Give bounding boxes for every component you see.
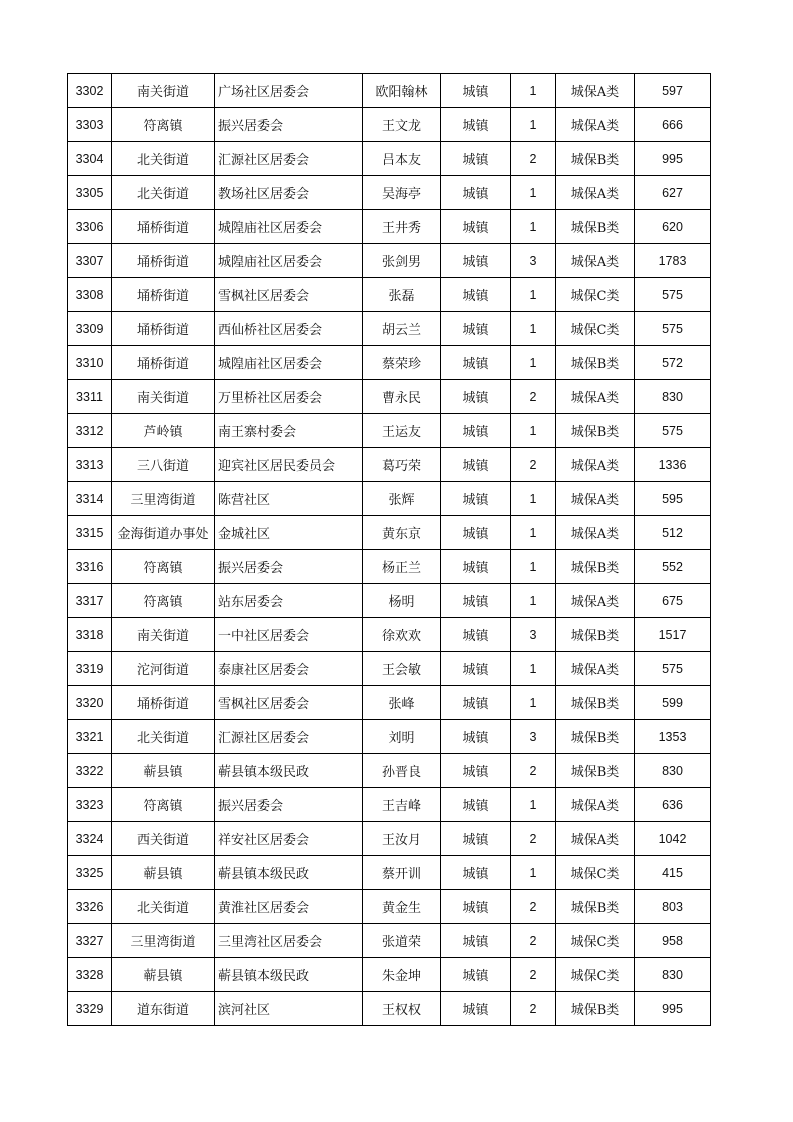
cell-name: 曹永民 — [363, 380, 441, 414]
cell-person-count: 1 — [511, 856, 556, 890]
cell-community: 振兴居委会 — [215, 788, 363, 822]
table-row — [68, 210, 711, 244]
cell-street: 南关街道 — [112, 618, 215, 652]
table-row — [68, 74, 711, 108]
cell-amount: 1042 — [635, 822, 711, 856]
cell-community: 城隍庙社区居委会 — [215, 210, 363, 244]
cell-amount: 636 — [635, 788, 711, 822]
cell-amount: 830 — [635, 958, 711, 992]
cell-street: 北关街道 — [112, 720, 215, 754]
cell-amount: 599 — [635, 686, 711, 720]
cell-category: 城保C类 — [556, 856, 635, 890]
cell-community: 雪枫社区居委会 — [215, 278, 363, 312]
cell-street: 北关街道 — [112, 890, 215, 924]
cell-household-type: 城镇 — [441, 380, 511, 414]
cell-person-count: 1 — [511, 516, 556, 550]
cell-amount: 1783 — [635, 244, 711, 278]
records-table — [67, 73, 711, 1026]
cell-id: 3313 — [68, 448, 112, 482]
cell-id: 3306 — [68, 210, 112, 244]
cell-name: 杨正兰 — [363, 550, 441, 584]
cell-person-count: 1 — [511, 210, 556, 244]
cell-community: 城隍庙社区居委会 — [215, 244, 363, 278]
cell-category: 城保C类 — [556, 278, 635, 312]
table-row — [68, 584, 711, 618]
cell-id: 3328 — [68, 958, 112, 992]
cell-amount: 595 — [635, 482, 711, 516]
cell-id: 3321 — [68, 720, 112, 754]
cell-category: 城保B类 — [556, 550, 635, 584]
cell-category: 城保A类 — [556, 822, 635, 856]
cell-street: 金海街道办事处 — [112, 516, 215, 550]
cell-name: 张道荣 — [363, 924, 441, 958]
cell-person-count: 3 — [511, 720, 556, 754]
cell-street: 埇桥街道 — [112, 312, 215, 346]
table-row — [68, 618, 711, 652]
cell-household-type: 城镇 — [441, 788, 511, 822]
cell-name: 王井秀 — [363, 210, 441, 244]
cell-street: 三里湾街道 — [112, 482, 215, 516]
cell-id: 3308 — [68, 278, 112, 312]
cell-person-count: 1 — [511, 346, 556, 380]
table-row — [68, 380, 711, 414]
cell-amount: 415 — [635, 856, 711, 890]
cell-name: 张磊 — [363, 278, 441, 312]
cell-household-type: 城镇 — [441, 992, 511, 1026]
cell-household-type: 城镇 — [441, 754, 511, 788]
cell-category: 城保A类 — [556, 788, 635, 822]
cell-amount: 1336 — [635, 448, 711, 482]
cell-street: 三里湾街道 — [112, 924, 215, 958]
cell-id: 3315 — [68, 516, 112, 550]
cell-street: 蕲县镇 — [112, 856, 215, 890]
cell-name: 孙晋良 — [363, 754, 441, 788]
cell-household-type: 城镇 — [441, 720, 511, 754]
cell-category: 城保A类 — [556, 176, 635, 210]
cell-category: 城保B类 — [556, 210, 635, 244]
cell-id: 3304 — [68, 142, 112, 176]
cell-street: 埇桥街道 — [112, 278, 215, 312]
cell-community: 祥安社区居委会 — [215, 822, 363, 856]
cell-name: 王运友 — [363, 414, 441, 448]
cell-person-count: 1 — [511, 550, 556, 584]
cell-id: 3307 — [68, 244, 112, 278]
cell-street: 沱河街道 — [112, 652, 215, 686]
cell-person-count: 2 — [511, 380, 556, 414]
cell-community: 金城社区 — [215, 516, 363, 550]
cell-category: 城保B类 — [556, 754, 635, 788]
cell-community: 万里桥社区居委会 — [215, 380, 363, 414]
cell-id: 3326 — [68, 890, 112, 924]
table-row — [68, 414, 711, 448]
cell-name: 欧阳翰林 — [363, 74, 441, 108]
cell-community: 迎宾社区居民委员会 — [215, 448, 363, 482]
cell-amount: 1353 — [635, 720, 711, 754]
cell-street: 符离镇 — [112, 550, 215, 584]
cell-household-type: 城镇 — [441, 584, 511, 618]
cell-amount: 627 — [635, 176, 711, 210]
cell-street: 埇桥街道 — [112, 346, 215, 380]
table-row — [68, 958, 711, 992]
cell-amount: 675 — [635, 584, 711, 618]
cell-person-count: 1 — [511, 788, 556, 822]
cell-id: 3324 — [68, 822, 112, 856]
cell-name: 葛巧荣 — [363, 448, 441, 482]
cell-street: 北关街道 — [112, 176, 215, 210]
cell-street: 西关街道 — [112, 822, 215, 856]
cell-community: 振兴居委会 — [215, 108, 363, 142]
table-row — [68, 720, 711, 754]
cell-person-count: 1 — [511, 584, 556, 618]
cell-household-type: 城镇 — [441, 516, 511, 550]
cell-household-type: 城镇 — [441, 448, 511, 482]
cell-community: 泰康社区居委会 — [215, 652, 363, 686]
table-row — [68, 686, 711, 720]
cell-community: 广场社区居委会 — [215, 74, 363, 108]
table-row — [68, 346, 711, 380]
cell-name: 胡云兰 — [363, 312, 441, 346]
cell-household-type: 城镇 — [441, 244, 511, 278]
cell-community: 黄淮社区居委会 — [215, 890, 363, 924]
cell-street: 符离镇 — [112, 584, 215, 618]
table-row — [68, 278, 711, 312]
cell-community: 雪枫社区居委会 — [215, 686, 363, 720]
cell-person-count: 1 — [511, 74, 556, 108]
cell-category: 城保A类 — [556, 108, 635, 142]
cell-street: 蕲县镇 — [112, 958, 215, 992]
cell-community: 陈营社区 — [215, 482, 363, 516]
cell-name: 王文龙 — [363, 108, 441, 142]
table-row — [68, 482, 711, 516]
cell-id: 3309 — [68, 312, 112, 346]
cell-id: 3319 — [68, 652, 112, 686]
cell-amount: 575 — [635, 652, 711, 686]
cell-amount: 620 — [635, 210, 711, 244]
cell-household-type: 城镇 — [441, 176, 511, 210]
cell-community: 蕲县镇本级民政 — [215, 754, 363, 788]
cell-category: 城保B类 — [556, 346, 635, 380]
cell-category: 城保A类 — [556, 516, 635, 550]
cell-category: 城保C类 — [556, 958, 635, 992]
cell-person-count: 1 — [511, 312, 556, 346]
cell-amount: 575 — [635, 278, 711, 312]
cell-amount: 958 — [635, 924, 711, 958]
cell-household-type: 城镇 — [441, 550, 511, 584]
cell-category: 城保B类 — [556, 890, 635, 924]
table-row — [68, 992, 711, 1026]
table-row — [68, 856, 711, 890]
cell-street: 三八街道 — [112, 448, 215, 482]
cell-category: 城保B类 — [556, 992, 635, 1026]
cell-household-type: 城镇 — [441, 482, 511, 516]
cell-person-count: 2 — [511, 924, 556, 958]
cell-household-type: 城镇 — [441, 346, 511, 380]
cell-household-type: 城镇 — [441, 312, 511, 346]
cell-name: 蔡荣珍 — [363, 346, 441, 380]
cell-amount: 803 — [635, 890, 711, 924]
cell-household-type: 城镇 — [441, 890, 511, 924]
cell-category: 城保A类 — [556, 584, 635, 618]
cell-amount: 830 — [635, 380, 711, 414]
cell-community: 南王寨村委会 — [215, 414, 363, 448]
cell-name: 王汝月 — [363, 822, 441, 856]
table-row — [68, 788, 711, 822]
cell-person-count: 2 — [511, 992, 556, 1026]
cell-household-type: 城镇 — [441, 74, 511, 108]
cell-category: 城保B类 — [556, 618, 635, 652]
cell-name: 蔡开训 — [363, 856, 441, 890]
cell-person-count: 1 — [511, 482, 556, 516]
cell-name: 王会敏 — [363, 652, 441, 686]
cell-name: 王权权 — [363, 992, 441, 1026]
cell-person-count: 1 — [511, 652, 556, 686]
cell-person-count: 1 — [511, 176, 556, 210]
cell-id: 3314 — [68, 482, 112, 516]
cell-name: 朱金坤 — [363, 958, 441, 992]
cell-household-type: 城镇 — [441, 856, 511, 890]
cell-id: 3317 — [68, 584, 112, 618]
cell-community: 汇源社区居委会 — [215, 142, 363, 176]
cell-id: 3327 — [68, 924, 112, 958]
cell-name: 黄东京 — [363, 516, 441, 550]
cell-person-count: 2 — [511, 958, 556, 992]
cell-amount: 830 — [635, 754, 711, 788]
cell-community: 站东居委会 — [215, 584, 363, 618]
cell-name: 刘明 — [363, 720, 441, 754]
table-row — [68, 822, 711, 856]
cell-household-type: 城镇 — [441, 414, 511, 448]
cell-id: 3322 — [68, 754, 112, 788]
cell-household-type: 城镇 — [441, 686, 511, 720]
cell-community: 西仙桥社区居委会 — [215, 312, 363, 346]
cell-community: 城隍庙社区居委会 — [215, 346, 363, 380]
cell-person-count: 2 — [511, 890, 556, 924]
cell-amount: 995 — [635, 142, 711, 176]
table-row — [68, 312, 711, 346]
cell-household-type: 城镇 — [441, 278, 511, 312]
cell-category: 城保A类 — [556, 244, 635, 278]
cell-person-count: 1 — [511, 108, 556, 142]
cell-household-type: 城镇 — [441, 958, 511, 992]
table-row — [68, 652, 711, 686]
cell-household-type: 城镇 — [441, 822, 511, 856]
cell-person-count: 2 — [511, 754, 556, 788]
cell-id: 3311 — [68, 380, 112, 414]
cell-name: 吕本友 — [363, 142, 441, 176]
cell-amount: 575 — [635, 312, 711, 346]
cell-person-count: 2 — [511, 448, 556, 482]
cell-community: 汇源社区居委会 — [215, 720, 363, 754]
cell-street: 南关街道 — [112, 74, 215, 108]
cell-name: 王吉峰 — [363, 788, 441, 822]
cell-id: 3318 — [68, 618, 112, 652]
table-row — [68, 754, 711, 788]
cell-street: 埇桥街道 — [112, 210, 215, 244]
cell-household-type: 城镇 — [441, 210, 511, 244]
table-row — [68, 244, 711, 278]
table-row — [68, 448, 711, 482]
cell-id: 3323 — [68, 788, 112, 822]
cell-community: 一中社区居委会 — [215, 618, 363, 652]
cell-category: 城保A类 — [556, 74, 635, 108]
cell-category: 城保C类 — [556, 312, 635, 346]
cell-person-count: 3 — [511, 618, 556, 652]
cell-id: 3302 — [68, 74, 112, 108]
cell-id: 3320 — [68, 686, 112, 720]
cell-category: 城保A类 — [556, 448, 635, 482]
table-row — [68, 924, 711, 958]
cell-name: 杨明 — [363, 584, 441, 618]
table-row — [68, 890, 711, 924]
cell-street: 埇桥街道 — [112, 244, 215, 278]
cell-community: 振兴居委会 — [215, 550, 363, 584]
cell-id: 3303 — [68, 108, 112, 142]
cell-community: 蕲县镇本级民政 — [215, 856, 363, 890]
cell-person-count: 2 — [511, 142, 556, 176]
cell-amount: 995 — [635, 992, 711, 1026]
cell-person-count: 2 — [511, 822, 556, 856]
cell-amount: 575 — [635, 414, 711, 448]
cell-household-type: 城镇 — [441, 652, 511, 686]
table-row — [68, 176, 711, 210]
table-row — [68, 550, 711, 584]
cell-amount: 597 — [635, 74, 711, 108]
cell-category: 城保A类 — [556, 482, 635, 516]
cell-street: 蕲县镇 — [112, 754, 215, 788]
cell-household-type: 城镇 — [441, 108, 511, 142]
cell-id: 3305 — [68, 176, 112, 210]
cell-street: 符离镇 — [112, 108, 215, 142]
cell-category: 城保A类 — [556, 380, 635, 414]
cell-street: 道东街道 — [112, 992, 215, 1026]
cell-name: 吴海亭 — [363, 176, 441, 210]
cell-person-count: 1 — [511, 686, 556, 720]
cell-amount: 666 — [635, 108, 711, 142]
cell-person-count: 1 — [511, 278, 556, 312]
cell-community: 滨河社区 — [215, 992, 363, 1026]
cell-category: 城保A类 — [556, 652, 635, 686]
cell-street: 北关街道 — [112, 142, 215, 176]
cell-id: 3325 — [68, 856, 112, 890]
cell-street: 芦岭镇 — [112, 414, 215, 448]
cell-household-type: 城镇 — [441, 142, 511, 176]
cell-id: 3310 — [68, 346, 112, 380]
cell-street: 南关街道 — [112, 380, 215, 414]
cell-name: 张辉 — [363, 482, 441, 516]
cell-street: 符离镇 — [112, 788, 215, 822]
cell-name: 张剑男 — [363, 244, 441, 278]
cell-amount: 1517 — [635, 618, 711, 652]
cell-category: 城保B类 — [556, 686, 635, 720]
table-row — [68, 142, 711, 176]
cell-id: 3329 — [68, 992, 112, 1026]
cell-amount: 572 — [635, 346, 711, 380]
cell-name: 徐欢欢 — [363, 618, 441, 652]
cell-category: 城保C类 — [556, 924, 635, 958]
cell-person-count: 3 — [511, 244, 556, 278]
table-row — [68, 516, 711, 550]
table-row — [68, 108, 711, 142]
cell-name: 张峰 — [363, 686, 441, 720]
cell-community: 三里湾社区居委会 — [215, 924, 363, 958]
cell-name: 黄金生 — [363, 890, 441, 924]
cell-amount: 512 — [635, 516, 711, 550]
cell-street: 埇桥街道 — [112, 686, 215, 720]
cell-id: 3316 — [68, 550, 112, 584]
cell-category: 城保B类 — [556, 414, 635, 448]
cell-household-type: 城镇 — [441, 618, 511, 652]
cell-community: 蕲县镇本级民政 — [215, 958, 363, 992]
cell-amount: 552 — [635, 550, 711, 584]
cell-community: 教场社区居委会 — [215, 176, 363, 210]
cell-household-type: 城镇 — [441, 924, 511, 958]
cell-category: 城保B类 — [556, 720, 635, 754]
cell-category: 城保B类 — [556, 142, 635, 176]
cell-person-count: 1 — [511, 414, 556, 448]
table-body — [68, 74, 711, 1026]
cell-id: 3312 — [68, 414, 112, 448]
